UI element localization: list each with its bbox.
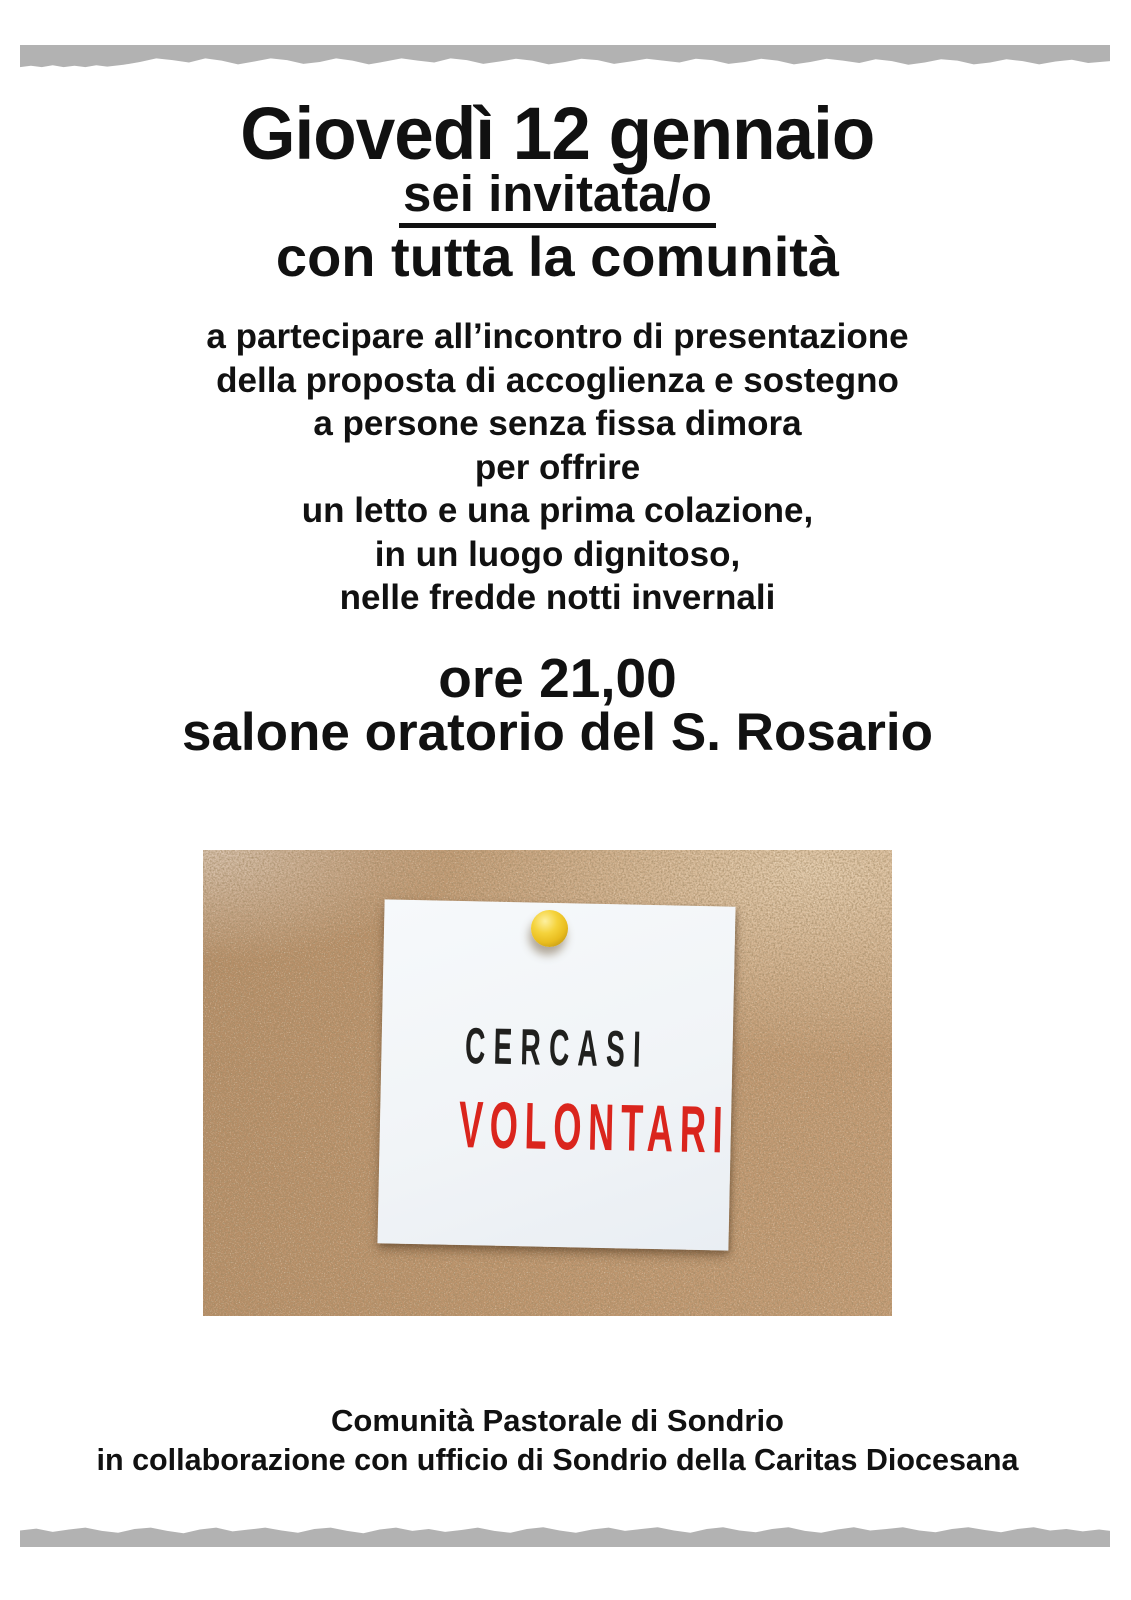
body-line: della proposta di accoglienza e sostegno bbox=[216, 360, 899, 400]
invitation-line-text: sei invitata/o bbox=[399, 168, 716, 228]
corkboard-photo bbox=[203, 850, 892, 1316]
torn-paper-strip-bottom bbox=[20, 1524, 1110, 1547]
torn-paper-strip-top bbox=[20, 45, 1110, 68]
footer-line-1: Comunità Pastorale di Sondrio bbox=[331, 1403, 784, 1438]
body-line: per offrire bbox=[474, 447, 641, 487]
body-line: a partecipare all’incontro di presentazione bbox=[206, 317, 909, 356]
pushpin-icon bbox=[531, 910, 568, 947]
event-date-title-text: Giovedì 12 gennaio bbox=[240, 92, 875, 175]
note-title-volontari: VOLONTARI bbox=[458, 1086, 731, 1167]
body-line: a persone senza fissa dimora bbox=[313, 404, 802, 443]
note-title-cercasi: CERCASI bbox=[464, 1017, 650, 1078]
note-card bbox=[377, 899, 735, 1250]
invitation-line bbox=[0, 165, 1115, 228]
community-line: con tutta la comunità bbox=[275, 225, 840, 288]
body-line: in un luogo dignitoso, bbox=[374, 534, 741, 574]
footer-line-2: in collaborazione con ufficio di Sondrio della Caritas Diocesana bbox=[96, 1443, 1019, 1477]
body-line: nelle fredde notti invernali bbox=[339, 578, 776, 617]
event-location: salone oratorio del S. Rosario bbox=[181, 703, 933, 762]
event-time: ore 21,00 bbox=[438, 647, 677, 709]
body-text bbox=[0, 315, 1115, 620]
body-line: un letto e una prima colazione, bbox=[301, 491, 814, 530]
event-date-title bbox=[0, 94, 1115, 174]
